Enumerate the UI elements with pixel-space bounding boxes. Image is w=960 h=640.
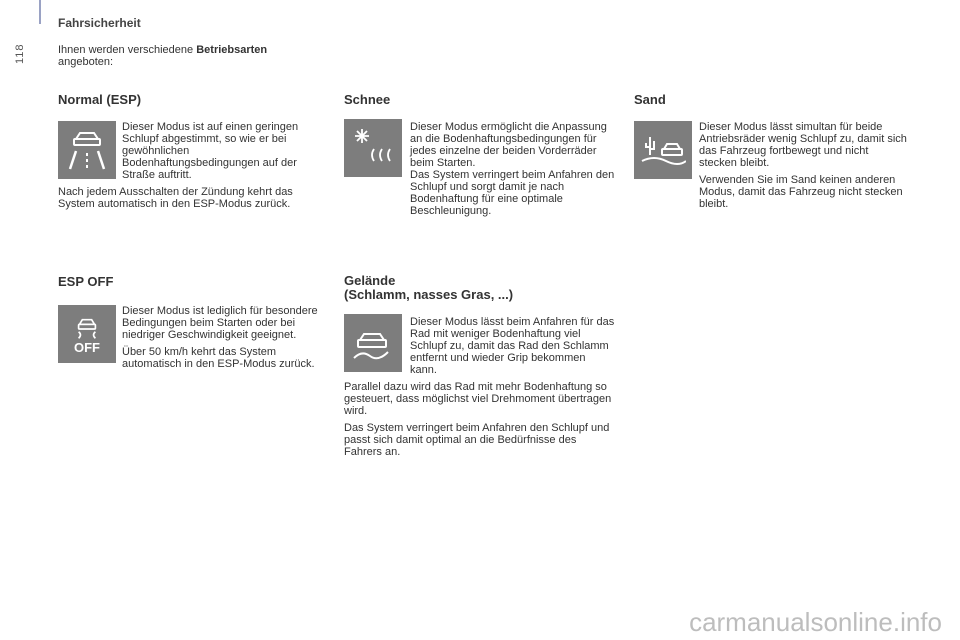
gelaende-description: Dieser Modus lässt beim Anfahren für das Rad mit weniger Bodenhaftung viel Schlupf zu, damit das Rad den Schlamm entfernt und wieder Grip bekommen kann. <box>410 316 615 376</box>
schnee-description: Dieser Modus ermöglicht die Anpassung an die Bodenhaftungsbedingungen für jedes einzelne der beiden Vorderräder beim Starten. <box>410 121 607 169</box>
gelaende-notes: Parallel dazu wird das Rad mit mehr Bodenhaftung so gesteuert, dass möglichst viel Drehmoment übertragen wird. Das System verringert beim Anfahren den Schlupf und passt sich damit optimal an die Bedürfnisse des Fahrers an. <box>344 381 612 458</box>
normal-mode-description: Dieser Modus ist auf einen geringen Schlupf abgestimmt, so wie er bei gewöhnlichen Bodenhaftungsbedingungen auf der Straße auftritt. <box>122 121 299 181</box>
esp-off-description: Dieser Modus ist lediglich für besondere Bedingungen beim Starten oder bei niedriger Geschwindigkeit geeignet. Über 50 km/h kehrt das System automatisch in den ESP-Modus zurück. <box>122 305 318 370</box>
normal-mode-note: Nach jedem Ausschalten der Zündung kehrt das System automatisch in den ESP-Modus zurück. <box>58 186 293 210</box>
chapter-title: Fahrsicherheit <box>58 16 141 30</box>
heading-schnee: Schnee <box>344 92 391 107</box>
schnee-note: Das System verringert beim Anfahren den Schlupf und sorgt damit je nach Bodenhaftung für eine optimale Beschleunigung. <box>410 169 615 217</box>
mud-mode-icon <box>344 314 402 372</box>
margin-accent-line <box>39 0 41 24</box>
intro-text: Ihnen werden verschiedene Betriebsarten angeboten: <box>58 44 268 68</box>
sand-description: Dieser Modus lässt simultan für beide Antriebsräder wenig Schlupf zu, damit sich das Fahrzeug fortbewegt und nicht stecken bleibt. Verwenden Sie im Sand keinen anderen Modus, damit das Fahrzeug nicht stecken bleibt. <box>699 121 907 210</box>
esp-off-icon-label: OFF <box>74 339 100 355</box>
heading-normal-esp: Normal (ESP) <box>58 92 142 107</box>
sand-mode-icon <box>634 121 692 179</box>
heading-sand: Sand <box>634 92 666 107</box>
watermark: carmanualsonline.info <box>689 607 942 637</box>
heading-esp-off: ESP OFF <box>58 274 114 289</box>
page-number: 118 <box>14 43 26 64</box>
heading-gelaende: Gelände (Schlamm, nasses Gras, ...) <box>344 273 514 302</box>
esp-off-icon <box>58 305 116 363</box>
traction-normal-icon <box>58 121 116 179</box>
intro-bold: Betriebsarten <box>196 44 268 56</box>
